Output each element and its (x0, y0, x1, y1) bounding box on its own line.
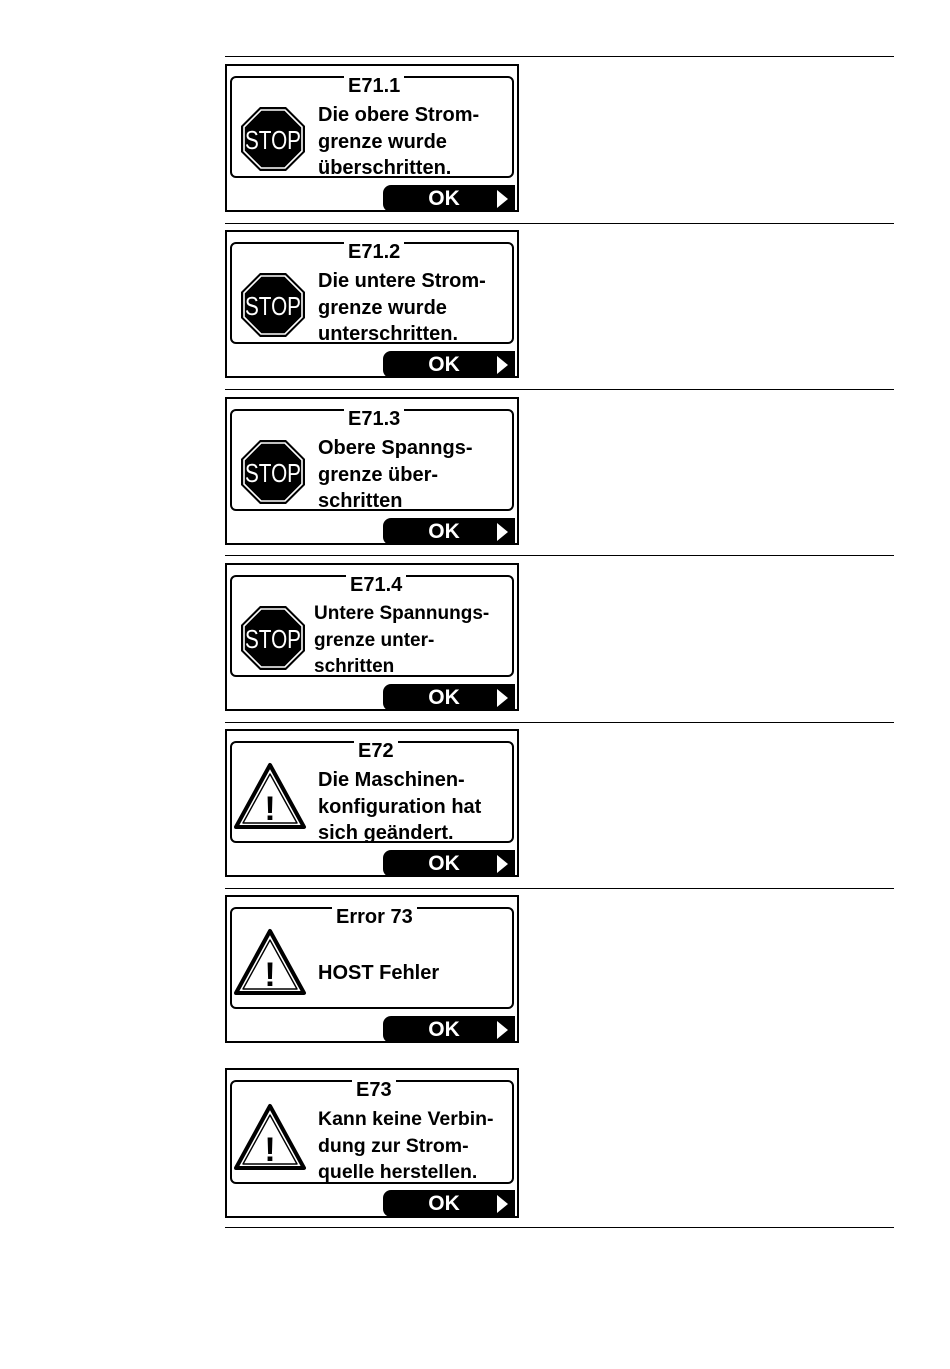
ok-button[interactable] (383, 518, 515, 545)
stop-sign-icon (240, 106, 306, 172)
warning-triangle-icon (233, 763, 307, 829)
message-line: konfiguration hat (318, 795, 482, 818)
message-line: sich geändert. (318, 822, 454, 844)
message-line: grenze wurde (318, 130, 447, 153)
message-line (318, 933, 439, 960)
message-frame (230, 242, 514, 344)
ok-button-label: OK (428, 1192, 460, 1215)
message-line: quelle herstellen. (318, 1161, 478, 1183)
message-text (318, 268, 486, 348)
stop-sign-icon (240, 439, 306, 505)
error-code: E71.3 (344, 408, 404, 430)
message-text (318, 933, 439, 1013)
ok-button[interactable] (383, 351, 515, 378)
ok-button-label: OK (428, 686, 460, 709)
row-divider (225, 888, 894, 889)
message-line: Obere Spanngs- (318, 437, 473, 459)
warning-triangle-icon (233, 929, 307, 995)
message-frame (230, 741, 514, 843)
ok-button-label: OK (428, 1018, 460, 1041)
message-line: schritten (318, 490, 403, 512)
message-text (318, 1106, 494, 1186)
error-screen-error-73 (225, 895, 519, 1043)
stop-sign-label: STOP (245, 291, 301, 321)
message-line (318, 986, 439, 1013)
message-frame (230, 575, 514, 677)
arrow-right-icon (497, 1021, 508, 1039)
message-text (318, 435, 472, 515)
message-text (314, 601, 489, 681)
message-text (318, 767, 481, 847)
message-line: überschritten. (318, 157, 452, 179)
ok-button[interactable] (383, 850, 515, 877)
message-line: grenze wurde (318, 296, 447, 319)
message-line: Die untere Strom- (318, 270, 486, 292)
stop-sign-label: STOP (245, 458, 301, 488)
message-line: grenze über- (318, 463, 439, 486)
message-frame (230, 907, 514, 1009)
stop-sign-label: STOP (245, 125, 301, 155)
arrow-right-icon (497, 356, 508, 374)
warning-symbol: ! (264, 1131, 276, 1169)
error-code: E71.1 (344, 75, 404, 97)
message-line: schritten (314, 656, 395, 677)
message-text (318, 102, 479, 182)
stop-sign-label: STOP (245, 624, 301, 654)
ok-button[interactable] (383, 684, 515, 711)
message-line: Untere Spannungs- (314, 603, 490, 624)
message-frame (230, 76, 514, 178)
error-screen-e73 (225, 1068, 519, 1218)
warning-symbol: ! (264, 790, 276, 828)
row-divider (225, 555, 894, 556)
row-divider (225, 1227, 894, 1228)
stop-sign-icon (240, 605, 306, 671)
error-screen-e71-2 (225, 230, 519, 378)
message-line: HOST Fehler (318, 961, 440, 984)
message-line: Kann keine Verbin- (318, 1108, 494, 1130)
ok-button-label: OK (428, 520, 460, 543)
message-line: Die Maschinen- (318, 769, 465, 791)
warning-triangle-icon (233, 1104, 307, 1170)
row-divider (225, 56, 894, 57)
row-divider (225, 223, 894, 224)
arrow-right-icon (497, 523, 508, 541)
message-frame (230, 1080, 514, 1184)
message-line: unterschritten. (318, 323, 459, 345)
error-code: E71.4 (346, 574, 406, 596)
arrow-right-icon (497, 1195, 508, 1213)
message-frame (230, 409, 514, 511)
message-line: Die obere Strom- (318, 104, 480, 126)
ok-button-label: OK (428, 353, 460, 376)
row-divider (225, 389, 894, 390)
arrow-right-icon (497, 855, 508, 873)
ok-button-label: OK (428, 852, 460, 875)
message-line: dung zur Strom- (318, 1134, 469, 1157)
error-code: E72 (354, 740, 398, 762)
ok-button[interactable] (383, 1190, 515, 1217)
ok-button-label: OK (428, 187, 460, 210)
error-screen-e71-1 (225, 64, 519, 212)
arrow-right-icon (497, 689, 508, 707)
error-screen-e71-4 (225, 563, 519, 711)
warning-symbol: ! (264, 956, 276, 994)
error-screen-e72 (225, 729, 519, 877)
error-code: E73 (352, 1079, 396, 1101)
ok-button[interactable] (383, 1016, 515, 1043)
message-line: grenze unter- (314, 629, 435, 651)
error-code: E71.2 (344, 241, 404, 263)
error-code: Error 73 (332, 906, 417, 928)
stop-sign-icon (240, 272, 306, 338)
arrow-right-icon (497, 190, 508, 208)
row-divider (225, 722, 894, 723)
error-screen-e71-3 (225, 397, 519, 545)
ok-button[interactable] (383, 185, 515, 212)
